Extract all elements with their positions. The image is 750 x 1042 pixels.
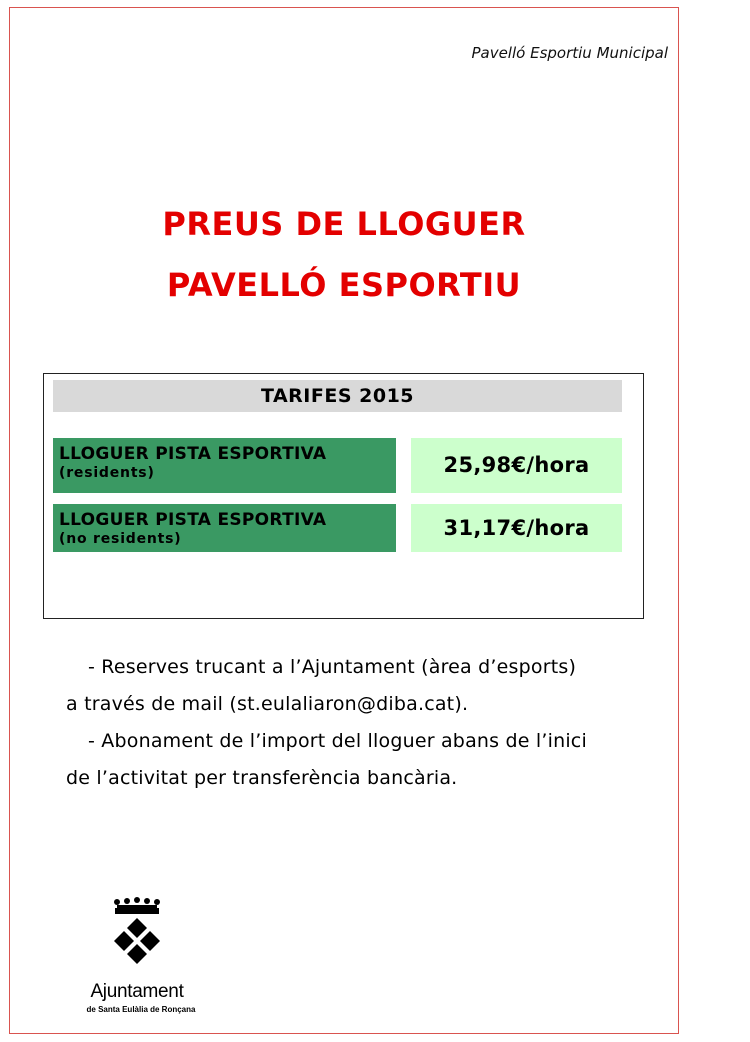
logo-subtitle: de Santa Eulàlia de Ronçana (86, 1005, 196, 1014)
coat-of-arms-icon (107, 896, 167, 976)
note-line-1: - Reserves trucant a l’Ajuntament (àrea d’esports) (88, 656, 577, 678)
logo-name: Ajuntament (90, 981, 184, 1002)
tariff-row-label-non-residents (53, 504, 396, 552)
note-line-2: a través de mail (st.eulaliaron@diba.cat). (66, 693, 469, 715)
tariff-box (43, 373, 644, 619)
notes (66, 649, 646, 797)
tariff-label: LLOGUER PISTA ESPORTIVA (59, 510, 327, 530)
tariff-qualifier: (no residents) (59, 531, 182, 547)
header-note: Pavelló Esportiu Municipal (471, 44, 668, 62)
note-line-4: de l’activitat per transferència bancària. (66, 767, 458, 789)
tariff-label: LLOGUER PISTA ESPORTIVA (59, 444, 327, 464)
tariff-price-residents: 25,98€/hora (411, 438, 622, 493)
note-line-3: - Abonament de l’import del lloguer abans de l’inici (88, 730, 587, 752)
ajuntament-logo (82, 896, 202, 1021)
tariff-heading: TARIFES 2015 (53, 380, 622, 412)
title-line-1: PREUS DE LLOGUER (162, 205, 526, 243)
title-line-2: PAVELLÓ ESPORTIU (166, 266, 522, 304)
tariff-row-label-residents (53, 438, 396, 493)
tariff-price-non-residents: 31,17€/hora (411, 504, 622, 552)
tariff-qualifier: (residents) (59, 465, 155, 481)
